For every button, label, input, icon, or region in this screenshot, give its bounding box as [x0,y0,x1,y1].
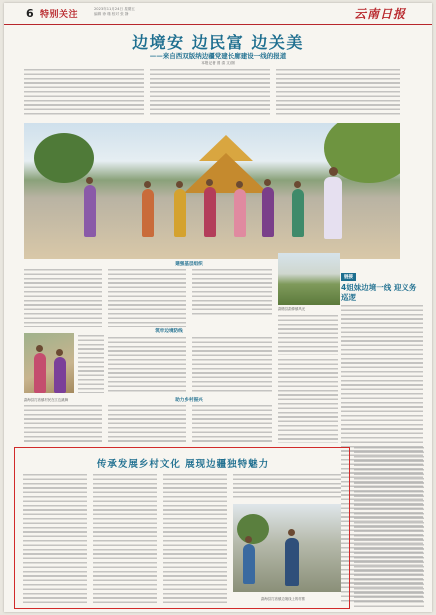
middle-column-5 [78,335,104,393]
newspaper-page [4,3,432,612]
middle-column-4 [278,315,338,355]
lower-column-3 [192,405,272,443]
section-subtitle: 助力乡村振兴 [175,398,203,403]
masthead-logo: 云南日报 [353,7,406,21]
section-subtitle: 建强基层组织 [175,262,203,267]
lower-column-2 [108,405,186,443]
highlighted-article-title: 传承发展乡村文化 展现边疆独特魅力 [96,459,270,470]
section-subtitle: 筑牢边境防线 [155,329,183,334]
lower-column-1 [24,405,102,443]
middle-column-8 [278,359,338,443]
middle-column-3 [192,269,272,315]
highlighted-article[interactable] [14,447,350,609]
header-meta-line: 2023年11月24日 星期五 [94,7,135,11]
inline-photo-left [24,333,74,393]
highlighted-photo-caption: 勐海县打洛镇边境线上的村寨 [261,597,306,601]
section-name: 特别关注 [40,10,79,20]
main-subhead: ——来自西双版纳边疆党建长廊建设一线的报道 [149,52,287,60]
highlighted-column-1 [23,474,87,604]
highlighted-column-3 [163,474,227,604]
side-article-title: 4姐妹边境一线 迎义务巡逻 [341,283,417,302]
hero-photo [24,123,400,259]
middle-column-2 [108,269,186,327]
header-meta-line: 编辑 徐 瑾 校对 张 静 [94,12,129,16]
highlighted-column-2 [93,474,157,604]
header-meta [94,7,174,17]
main-headline: 边境安 边民富 边关美 [132,33,304,52]
byline: 本报记者 曾 清 文/图 [201,61,235,65]
village-photo [278,253,340,305]
middle-column-6 [108,337,186,393]
bottom-right-text [354,447,424,607]
middle-column-7 [192,337,272,393]
intro-column-1 [24,69,144,115]
page-header [4,3,432,25]
inline-photo-caption: 勐海县打洛镇村民在江边跳舞 [24,398,69,402]
intro-column-2 [150,69,270,115]
highlighted-article-photo [233,504,341,592]
side-article-tag: 链接 [341,273,356,281]
page-number: 6 [26,7,34,20]
middle-column-1 [24,269,102,327]
village-photo-caption: 勐腊县勐捧镇风光 [278,307,306,311]
highlighted-column-4 [233,474,341,500]
intro-column-3 [276,69,400,115]
